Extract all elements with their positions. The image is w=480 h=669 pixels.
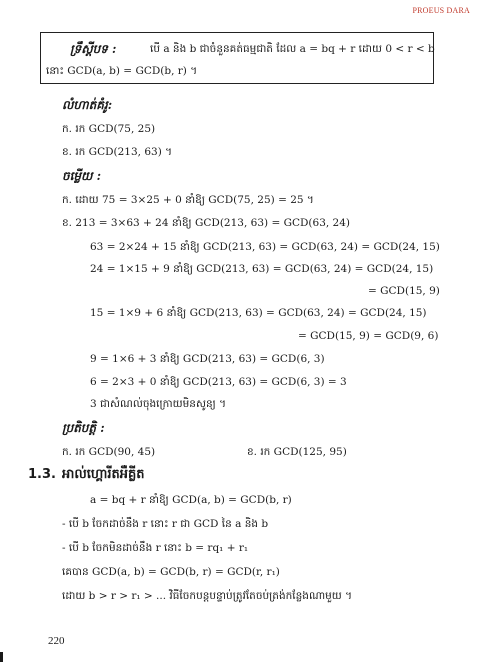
- section-line: គេបាន GCD(a, b) = GCD(b, r) = GCD(r, r₁): [62, 566, 280, 578]
- section-title: អាល់ហ្គោរីតអឺគ្លីត: [62, 467, 145, 482]
- answer-line: 3 ជាសំណល់ចុងក្រោយមិនសូន្យ ។: [90, 398, 226, 410]
- practice-item-b: ខ. រក GCD(125, 95): [247, 446, 347, 458]
- theorem-line-1: បើ a និង b ជាចំនួនគត់ធម្មជាតិ ដែល a = bq + r ដោយ 0 < r < b: [150, 43, 435, 55]
- answer-line: ខ. 213 = 3×63 + 24 នាំឱ្យ GCD(213, 63) = GCD(63, 24): [62, 217, 351, 229]
- answer-line: 6 = 2×3 + 0 នាំឱ្យ GCD(213, 63) = GCD(6, 3) = 3: [90, 376, 347, 388]
- practice-item-a: ក. រក GCD(90, 45): [62, 446, 156, 458]
- section-line: a = bq + r នាំឱ្យ GCD(a, b) = GCD(b, r): [90, 494, 292, 506]
- answer-line: 24 = 1×15 + 9 នាំឱ្យ GCD(213, 63) = GCD(63, 24) = GCD(24, 15): [90, 263, 434, 275]
- answer-line: 15 = 1×9 + 6 នាំឱ្យ GCD(213, 63) = GCD(63, 24) = GCD(24, 15): [90, 307, 427, 319]
- answer-line: = GCD(15, 9): [368, 285, 440, 297]
- section-line: - បើ b ចែកមិនដាច់នឹង r នោះ b = rq₁ + r₁: [62, 542, 249, 554]
- theorem-label: ទ្រឹស្ដីបទ :: [70, 42, 117, 56]
- exercise-item-a: ក. រក GCD(75, 25): [62, 123, 156, 135]
- exercise-title: លំហាត់គំរូ:: [62, 98, 113, 112]
- section-number: 1.3.: [28, 467, 56, 482]
- answer-line: = GCD(15, 9) = GCD(9, 6): [298, 330, 439, 342]
- running-header: PROEUS DARA: [412, 6, 470, 15]
- section-line: - បើ b ចែកដាច់នឹង r នោះ r ជា GCD នៃ a និង b: [62, 518, 269, 530]
- page-number: 220: [48, 635, 65, 647]
- exercise-item-b: ខ. រក GCD(213, 63) ។: [62, 146, 173, 158]
- answer-line: ក. ដោយ 75 = 3×25 + 0 នាំឱ្យ GCD(75, 25) = 25 ។: [62, 194, 314, 206]
- section-line: ដោយ b > r > r₁ > ... វិធីចែកបន្តបន្ទាប់ត្រូវតែចប់ត្រង់កន្លែងណាមួយ ។: [62, 590, 353, 602]
- theorem-line-2: នោះ GCD(a, b) = GCD(b, r) ។: [46, 65, 198, 77]
- scan-edge-mark: [0, 652, 3, 662]
- answer-line: 9 = 1×6 + 3 នាំឱ្យ GCD(213, 63) = GCD(6, 3): [90, 353, 325, 365]
- answer-title: ចម្លើយ :: [62, 169, 102, 183]
- answer-line: 63 = 2×24 + 15 នាំឱ្យ GCD(213, 63) = GCD(63, 24) = GCD(24, 15): [90, 241, 440, 253]
- practice-title: ប្រតិបត្តិ :: [62, 421, 105, 435]
